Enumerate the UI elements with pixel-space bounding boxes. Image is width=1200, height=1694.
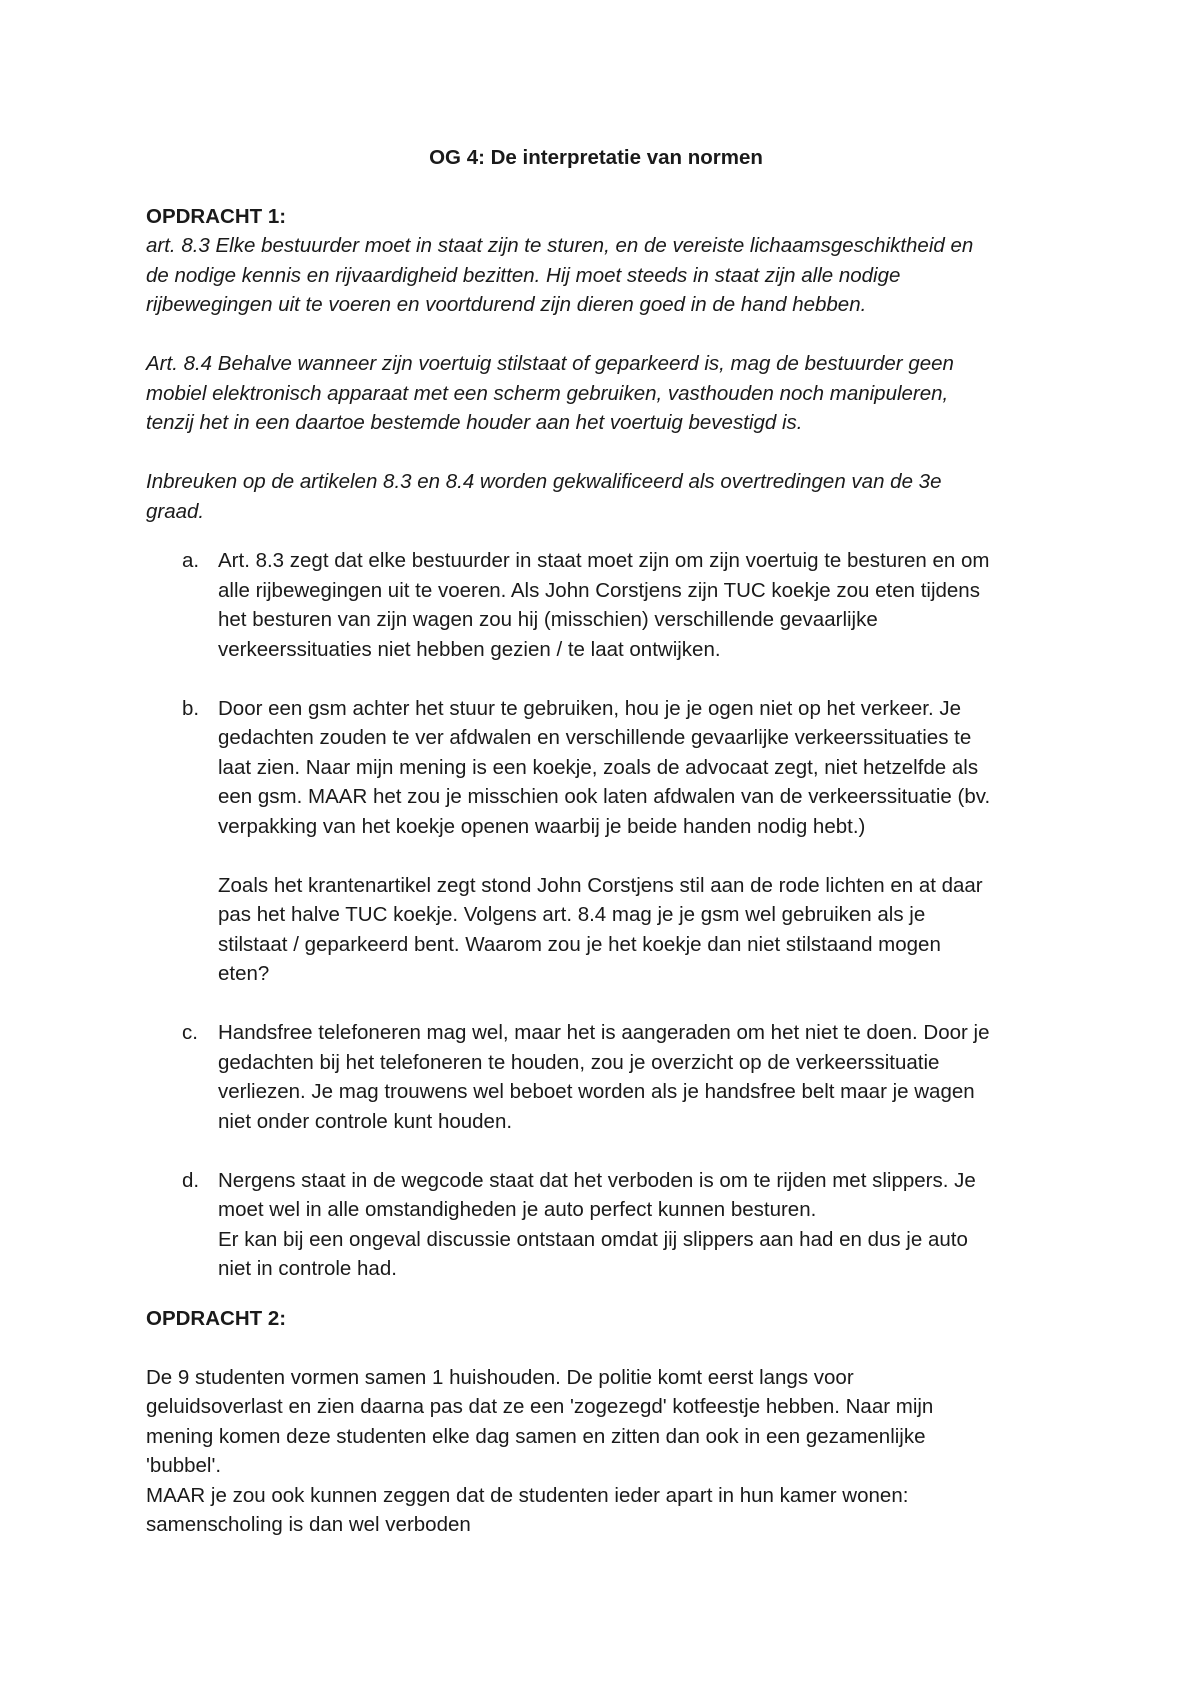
answer-line: Door een gsm achter het stuur te gebruiken, hou je je ogen niet op het verkeer. Je bbox=[218, 696, 962, 720]
answer-line: een gsm. MAAR het zou je misschien ook laten afdwalen van de verkeerssituatie (bv. bbox=[218, 785, 991, 808]
quote-line: tenzij het in een daartoe bestemde houder aan het voertuig bevestigd is. bbox=[146, 411, 803, 434]
list-item bbox=[146, 694, 1076, 989]
answer-line: moet wel in alle omstandigheden je auto perfect kunnen besturen. bbox=[218, 1198, 817, 1221]
answer-line: Nergens staat in de wegcode staat dat het verboden is om te rijden met slippers. Je bbox=[218, 1168, 976, 1192]
document-content bbox=[146, 143, 1076, 1540]
list-item bbox=[146, 546, 1076, 664]
quote-line: rijbewegingen uit te voeren en voortdurend zijn dieren goed in de hand hebben. bbox=[146, 293, 867, 316]
answer-line: niet in controle had. bbox=[218, 1257, 397, 1280]
quote-line: Art. 8.4 Behalve wanneer zijn voertuig stilstaat of geparkeerd is, mag de bestuurder geen bbox=[146, 352, 954, 375]
body-line: samenscholing is dan wel verboden bbox=[146, 1513, 471, 1536]
section-heading-opdracht-1: OPDRACHT 1: bbox=[146, 204, 287, 228]
answer-list bbox=[146, 546, 1076, 1284]
answer-line: stilstaat / geparkeerd bent. Waarom zou je het koekje dan niet stilstaand mogen bbox=[218, 932, 941, 956]
answer-line: laat zien. Naar mijn mening is een koekje, zoals de advocaat zegt, niet hetzelfde als bbox=[218, 755, 979, 779]
quote-art-8-4 bbox=[146, 349, 1076, 438]
answer-line: gedachten zouden te ver afdwalen en verschillende gevaarlijke verkeerssituaties te bbox=[218, 726, 972, 749]
quote-art-8-3 bbox=[146, 231, 1076, 320]
section-2-body bbox=[146, 1363, 1076, 1540]
answer-line: het besturen van zijn wagen zou hij (misschien) verschillende gevaarlijke bbox=[218, 608, 878, 631]
answer-line: Art. 8.3 zegt dat elke bestuurder in staat moet zijn om zijn voertuig te besturen en om bbox=[218, 549, 990, 572]
quote-line: de nodige kennis en rijvaardigheid bezitten. Hij moet steeds in staat zijn alle nodige bbox=[146, 263, 901, 287]
answer-line: verpakking van het koekje openen waarbij je beide handen nodig hebt.) bbox=[218, 814, 866, 838]
list-marker: c. bbox=[182, 1021, 198, 1044]
quote-line: mobiel elektronisch apparaat met een scherm gebruiken, vasthouden noch manipuleren, bbox=[146, 381, 949, 405]
quote-inbreuken bbox=[146, 467, 1076, 526]
answer-line: eten? bbox=[218, 962, 270, 985]
answer-line: verliezen. Je mag trouwens wel beboet worden als je handsfree belt maar je wagen bbox=[218, 1080, 975, 1103]
answer-line: Zoals het krantenartikel zegt stond John Corstjens stil aan de rode lichten en at daar bbox=[218, 873, 983, 897]
quote-line: graad. bbox=[146, 499, 205, 523]
list-marker: b. bbox=[182, 696, 200, 720]
list-marker: d. bbox=[182, 1168, 200, 1192]
answer-line: alle rijbewegingen uit te voeren. Als John Corstjens zijn TUC koekje zou eten tijdens bbox=[218, 578, 980, 602]
list-marker: a. bbox=[182, 549, 200, 572]
section-heading-opdracht-2: OPDRACHT 2: bbox=[146, 1306, 287, 1330]
answer-line: Er kan bij een ongeval discussie ontstaan omdat jij slippers aan had en dus je auto bbox=[218, 1227, 968, 1251]
answer-line: Handsfree telefoneren mag wel, maar het is aangeraden om het niet te doen. Door je bbox=[218, 1021, 990, 1044]
document-title: OG 4: De interpretatie van normen bbox=[429, 146, 763, 169]
quote-line: Inbreuken op de artikelen 8.3 en 8.4 worden gekwalificeerd als overtredingen van de 3e bbox=[146, 470, 942, 493]
body-line: geluidsoverlast en zien daarna pas dat ze een 'zogezegd' kotfeestje hebben. Naar mijn bbox=[146, 1395, 934, 1418]
list-item bbox=[146, 1166, 1076, 1284]
answer-line: verkeerssituaties niet hebben gezien / te laat ontwijken. bbox=[218, 637, 721, 661]
answer-line: niet onder controle kunt houden. bbox=[218, 1109, 513, 1133]
answer-line: pas het halve TUC koekje. Volgens art. 8.4 mag je je gsm wel gebruiken als je bbox=[218, 903, 926, 926]
answer-line: gedachten bij het telefoneren te houden, zou je overzicht op de verkeerssituatie bbox=[218, 1050, 940, 1074]
quote-line: art. 8.3 Elke bestuurder moet in staat zijn te sturen, en de vereiste lichaamsgeschiktheid en bbox=[146, 234, 974, 257]
body-line: MAAR je zou ook kunnen zeggen dat de studenten ieder apart in hun kamer wonen: bbox=[146, 1483, 909, 1507]
body-line: 'bubbel'. bbox=[146, 1454, 222, 1477]
body-line: De 9 studenten vormen samen 1 huishouden. De politie komt eerst langs voor bbox=[146, 1365, 854, 1389]
list-item bbox=[146, 1018, 1076, 1136]
body-line: mening komen deze studenten elke dag samen en zitten dan ook in een gezamenlijke bbox=[146, 1424, 926, 1448]
